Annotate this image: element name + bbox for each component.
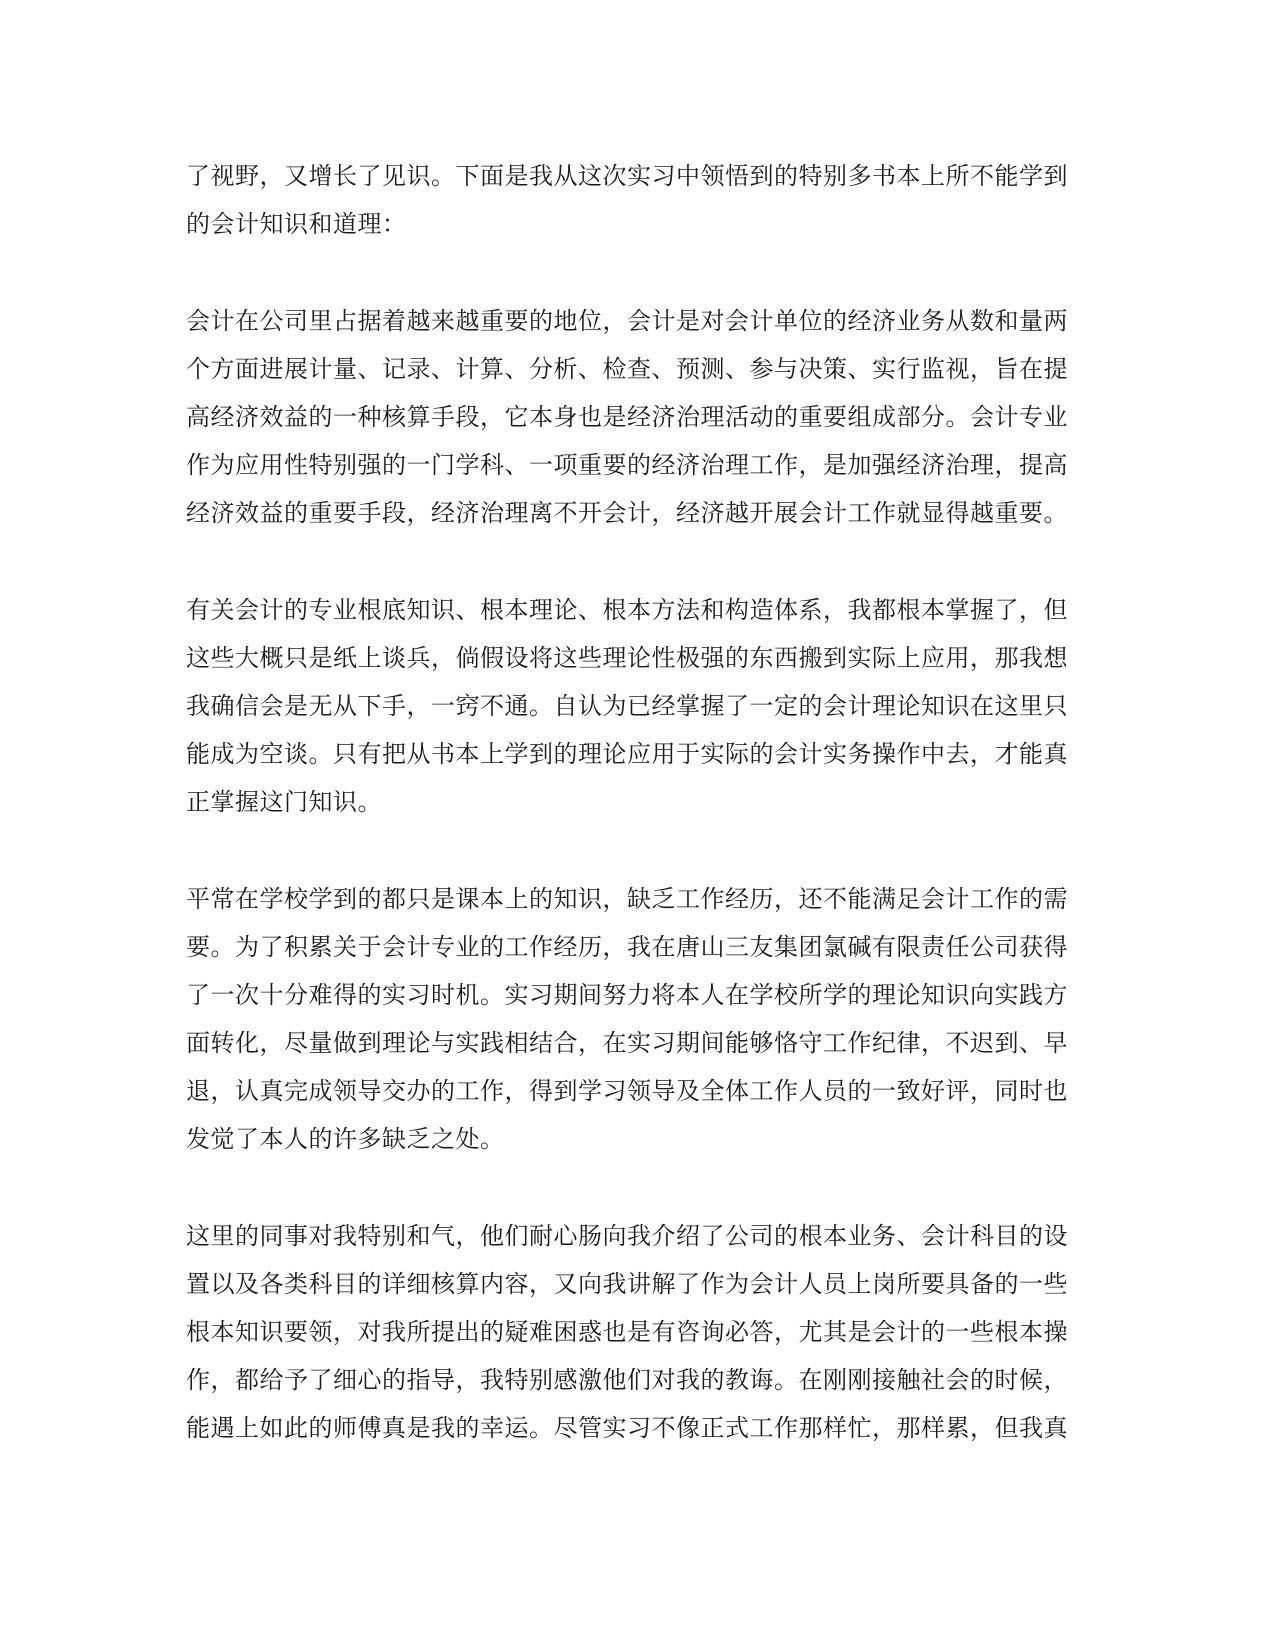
text-line: 要。为了积累关于会计专业的工作经历，我在唐山三友集团氯碱有限责任公司获得 <box>186 933 1068 961</box>
paragraph <box>186 875 1086 1163</box>
paragraph <box>186 152 1086 248</box>
text-line: 作为应用性特别强的一门学科、一项重要的经济治理工作，是加强经济治理，提高 <box>186 451 1068 479</box>
text-line: 了视野，又增长了见识。下面是我从这次实习中领悟到的特别多书本上所不能学到 <box>186 162 1068 190</box>
paragraph <box>186 297 1086 537</box>
text-line: 能遇上如此的师傅真是我的幸运。尽管实习不像正式工作那样忙，那样累，但我真 <box>186 1414 1068 1442</box>
text-line: 正掌握这门知识。 <box>186 788 382 816</box>
text-line: 经济效益的重要手段，经济治理离不开会计，经济越开展会计工作就显得越重要。 <box>186 499 1068 527</box>
text-line: 这些大概只是纸上谈兵，倘假设将这些理论性极强的东西搬到实际上应用，那我想 <box>186 644 1068 672</box>
text-line: 高经济效益的一种核算手段，它本身也是经济治理活动的重要组成部分。会计专业 <box>186 403 1068 431</box>
text-line: 退，认真完成领导交办的工作，得到学习领导及全体工作人员的一致好评，同时也 <box>186 1077 1068 1105</box>
text-line: 了一次十分难得的实习时机。实习期间努力将本人在学校所学的理论知识向实践方 <box>186 981 1068 1009</box>
text-line: 这里的同事对我特别和气，他们耐心肠向我介绍了公司的根本业务、会计科目的设 <box>186 1222 1068 1250</box>
text-line: 发觉了本人的许多缺乏之处。 <box>186 1125 505 1153</box>
text-line: 个方面进展计量、记录、计算、分析、检查、预测、参与决策、实行监视，旨在提 <box>186 355 1068 383</box>
text-line: 的会计知识和道理： <box>186 210 407 238</box>
text-line: 能成为空谈。只有把从书本上学到的理论应用于实际的会计实务操作中去，才能真 <box>186 740 1068 768</box>
text-line: 面转化，尽量做到理论与实践相结合，在实习期间能够恪守工作纪律，不迟到、早 <box>186 1029 1068 1057</box>
paragraph <box>186 586 1086 826</box>
text-line: 会计在公司里占据着越来越重要的地位，会计是对会计单位的经济业务从数和量两 <box>186 307 1068 335</box>
document-body <box>186 152 1086 1501</box>
text-line: 根本知识要领，对我所提出的疑难困惑也是有咨询必答，尤其是会计的一些根本操 <box>186 1318 1068 1346</box>
text-line: 置以及各类科目的详细核算内容，又向我讲解了作为会计人员上岗所要具备的一些 <box>186 1270 1068 1298</box>
text-line: 平常在学校学到的都只是课本上的知识，缺乏工作经历，还不能满足会计工作的需 <box>186 885 1068 913</box>
paragraph <box>186 1212 1086 1452</box>
text-line: 作，都给予了细心的指导，我特别感激他们对我的教诲。在刚刚接触社会的时候， <box>186 1366 1068 1394</box>
text-line: 有关会计的专业根底知识、根本理论、根本方法和构造体系，我都根本掌握了，但 <box>186 596 1068 624</box>
text-line: 我确信会是无从下手，一窍不通。自认为已经掌握了一定的会计理论知识在这里只 <box>186 692 1068 720</box>
